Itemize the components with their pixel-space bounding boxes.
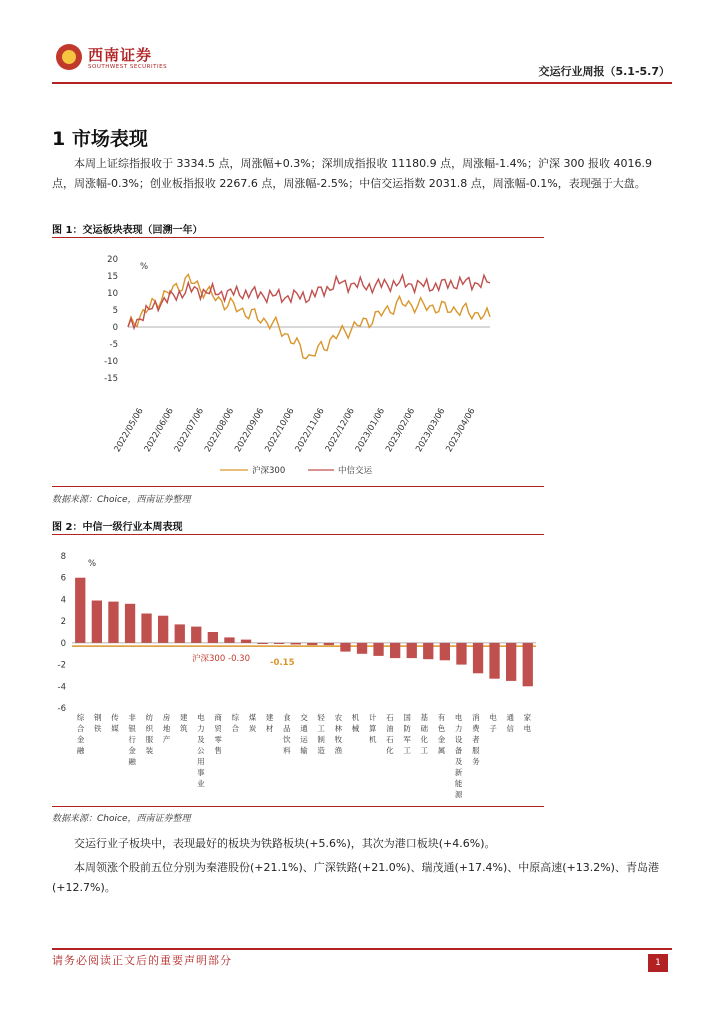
x-category-label: 轻工制造 (317, 713, 325, 755)
y-tick-label: -5 (109, 340, 118, 350)
figure2-title: 图 2：中信一级行业本周表现 (52, 522, 183, 533)
market-summary: 本周上证综指报收于 3334.5 点，周涨幅+0.3%；深圳成指报收 11180.9 点，周涨幅-1.4%；沪深 300 报收 4016.9 点，周涨幅-0.3%；创业板指报收 2267.6 点，周涨幅-2.5%；中信交运指数 2031.8 点，周涨幅-0.1%，表现强于大盘。 (52, 157, 653, 190)
industry-bar (108, 602, 118, 643)
legend-label-hs300: 沪深300 (252, 466, 286, 476)
industry-bar (224, 637, 234, 642)
x-category-label: 电子 (489, 713, 497, 733)
x-tick-label: 2022/06/06 (142, 406, 176, 454)
y-unit-label: % (88, 559, 97, 569)
industry-bar (473, 643, 483, 673)
figure2-source: 数据来源：Choice，西南证券整理 (52, 814, 191, 824)
brand-name: 西南证券 (88, 46, 153, 64)
y-tick-label: -10 (104, 357, 118, 367)
y-tick-label: -6 (57, 704, 66, 714)
industry-bar (274, 643, 284, 644)
y-unit-label: % (140, 262, 149, 272)
industry-bar (307, 643, 317, 645)
x-category-label: 钢铁 (94, 713, 102, 733)
figure1-bottom-rule (52, 486, 544, 487)
industry-bar (208, 632, 218, 643)
x-category-label: 食品饮料 (283, 713, 291, 755)
x-category-label: 非银行金融 (128, 713, 136, 766)
figure2-chart (52, 540, 544, 804)
figure2-top-rule (52, 534, 544, 535)
series-line-hs300 (128, 275, 490, 359)
x-tick-label: 2022/07/06 (172, 406, 207, 454)
y-tick-label: 8 (60, 552, 66, 562)
industry-bar (340, 643, 350, 652)
x-category-label: 有色金属 (437, 713, 446, 755)
y-tick-label: 6 (60, 573, 66, 584)
x-category-label: 基础化工 (420, 713, 429, 755)
industry-bar (257, 643, 267, 644)
x-category-label: 交通运输 (300, 713, 308, 755)
industry-bar (506, 643, 516, 681)
y-tick-label: 0 (112, 323, 118, 333)
disclaimer-notice: 请务必阅读正文后的重要声明部分 (52, 954, 232, 967)
x-category-label: 煤炭 (248, 713, 257, 733)
x-category-label: 建筑 (179, 713, 188, 733)
y-tick-label: 10 (107, 289, 118, 299)
x-category-label: 传媒 (111, 713, 119, 733)
x-tick-label: 2023/02/06 (384, 406, 418, 454)
section-heading: 1 市场表现 (52, 128, 148, 150)
figure1-top-rule (52, 237, 544, 238)
x-tick-label: 2023/04/06 (444, 406, 478, 454)
industry-bar (175, 624, 185, 643)
x-tick-label: 2022/11/06 (293, 406, 327, 454)
figure1-title: 图 1：交运板块表现（回溯一年） (52, 225, 203, 236)
industry-bar (407, 643, 417, 658)
industry-bar (75, 578, 85, 643)
page-number: 1 (648, 954, 668, 972)
x-category-label: 国防军工 (403, 713, 411, 755)
industry-bar (291, 643, 301, 645)
x-category-label: 计算机 (368, 713, 377, 744)
y-tick-label: -4 (57, 682, 66, 693)
top-stocks-summary: 本周领涨个股前五位分别为秦港股份(+21.1%)、广深铁路(+21.0%)、瑞茂通(+17.4%)、中原高速(+13.2%)、青岛港(+12.7%)。 (52, 861, 659, 894)
industry-bar (125, 604, 135, 643)
industry-bar (390, 643, 400, 658)
x-category-label: 农林牧渔 (334, 713, 343, 755)
figure1-chart (52, 242, 544, 484)
x-category-label: 机械 (351, 713, 360, 733)
x-category-label: 家电 (523, 713, 532, 733)
y-tick-label: 2 (60, 617, 66, 628)
header-divider (52, 82, 672, 84)
x-tick-label: 2022/05/06 (112, 406, 146, 454)
brand-logo-inner (62, 50, 76, 64)
industry-bar (141, 614, 151, 643)
industry-bar (423, 643, 433, 659)
highlight-value-label: -0.15 (270, 658, 295, 669)
x-tick-label: 2023/03/06 (414, 406, 448, 454)
industry-bar (324, 643, 334, 645)
x-tick-label: 2023/01/06 (353, 406, 388, 454)
x-category-label: 电力及公用事业 (197, 713, 205, 788)
y-tick-label: 0 (60, 638, 66, 649)
x-tick-label: 2022/09/06 (233, 406, 267, 454)
x-category-label: 商贸零售 (214, 713, 222, 755)
x-category-label: 建材 (265, 713, 274, 733)
brand-name-en: SOUTHWEST SECURITIES (88, 64, 168, 70)
x-category-label: 纺织服装 (145, 713, 154, 755)
y-tick-label: -15 (104, 374, 118, 384)
x-category-label: 石油石化 (386, 713, 394, 755)
industry-bar (456, 643, 466, 665)
y-tick-label: 5 (112, 306, 118, 316)
figure2-bottom-rule (52, 806, 544, 807)
industry-bar (489, 643, 499, 679)
x-tick-label: 2022/10/06 (263, 406, 297, 454)
legend-label-citic: 中信交运 (338, 466, 373, 476)
x-tick-label: 2022/12/06 (323, 406, 357, 454)
industry-bar (440, 643, 450, 660)
subsector-summary: 交运行业子板块中，表现最好的板块为铁路板块(+5.6%)，其次为港口板块(+4.6%)。 (74, 837, 496, 850)
y-tick-label: 20 (107, 255, 118, 265)
x-category-label: 通信 (506, 713, 514, 733)
reference-line-label: 沪深300 (192, 654, 226, 665)
industry-bar (92, 601, 102, 643)
industry-bar (373, 643, 383, 656)
reference-line-value: -0.30 (228, 654, 250, 665)
series-line-citic-transport (128, 275, 490, 328)
x-category-label: 房地产 (162, 713, 171, 744)
industry-bar (241, 640, 251, 643)
industry-bar (523, 643, 533, 686)
industry-bar (357, 643, 367, 654)
report-title: 交运行业周报（5.1-5.7） (538, 65, 670, 78)
x-tick-label: 2022/08/06 (203, 406, 237, 454)
industry-bar (158, 616, 168, 643)
y-tick-label: -2 (57, 660, 66, 671)
y-tick-label: 4 (60, 595, 66, 606)
figure1-source: 数据来源：Choice，西南证券整理 (52, 495, 191, 505)
x-category-label: 消费者服务 (472, 713, 480, 766)
industry-bar (191, 627, 201, 643)
y-tick-label: 15 (107, 272, 118, 282)
x-category-label: 电力设备及新能源 (454, 713, 463, 799)
x-category-label: 综合金融 (76, 713, 85, 755)
footer-divider (52, 948, 672, 950)
x-category-label: 综合 (231, 713, 240, 733)
